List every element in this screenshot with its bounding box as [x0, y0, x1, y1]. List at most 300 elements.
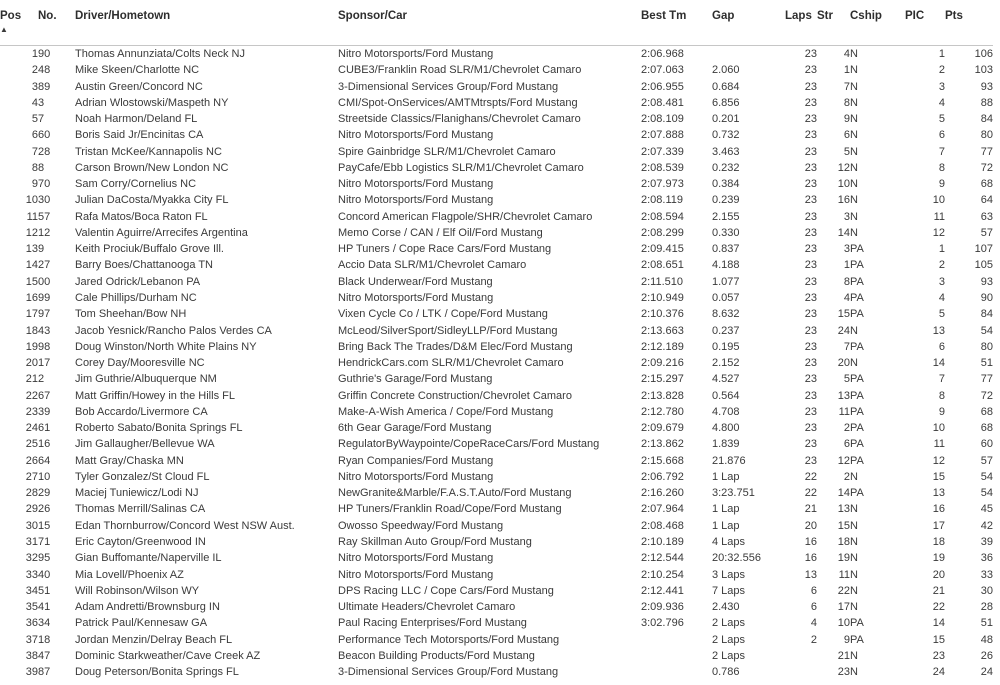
cell-pos: 36 — [25, 617, 38, 630]
cell-no: 12 — [38, 226, 51, 239]
cell-pic: 1 — [938, 243, 945, 256]
cell-no: 89 — [38, 80, 51, 93]
cell-no: 29 — [38, 487, 51, 500]
cell-str: 6 — [843, 438, 850, 451]
table-row[interactable] — [0, 323, 993, 339]
cell-str: 21 — [837, 649, 850, 662]
cell-str: 3 — [843, 210, 850, 223]
cell-laps: 23 — [804, 291, 817, 304]
cell-laps: 22 — [804, 487, 817, 500]
cell-str: 14 — [837, 226, 850, 239]
cell-no: 98 — [38, 340, 51, 353]
cell-best_tm: 2:08.651 — [641, 259, 684, 272]
cell-pts: 24 — [980, 666, 993, 679]
cell-pos: 3 — [31, 80, 38, 93]
cell-no: 71 — [38, 535, 51, 548]
cell-gap: 0.786 — [712, 666, 740, 679]
cell-str: 5 — [843, 373, 850, 386]
cell-str: 17 — [837, 601, 850, 614]
cell-best_tm: 2:09.679 — [641, 422, 684, 435]
table-row[interactable] — [0, 111, 993, 127]
table-row[interactable] — [0, 534, 993, 550]
cell-pic: 23 — [932, 649, 945, 662]
cell-pic: 5 — [938, 113, 945, 126]
table-row[interactable] — [0, 339, 993, 355]
cell-sponsor: CUBE3/Franklin Road SLR/M1/Chevrolet Camaro — [338, 64, 582, 77]
cell-driver: Adam Andretti/Brownsburg IN — [75, 601, 220, 614]
cell-pts: 106 — [974, 48, 993, 60]
cell-driver: Bob Accardo/Livermore CA — [75, 405, 208, 418]
cell-laps — [785, 664, 817, 680]
cell-laps: 23 — [804, 405, 817, 418]
cell-gap: 1.839 — [712, 438, 740, 451]
table-row[interactable] — [0, 469, 993, 485]
cell-laps: 22 — [804, 470, 817, 483]
cell-best_tm: 2:10.949 — [641, 291, 684, 304]
cell-pts: 77 — [980, 145, 993, 158]
table-row[interactable] — [0, 274, 993, 290]
cell-best_tm: 2:10.376 — [641, 308, 684, 321]
cell-no: 51 — [38, 584, 51, 597]
results-table-body — [0, 46, 993, 681]
table-row[interactable] — [0, 485, 993, 501]
cell-pos: 31 — [25, 535, 38, 548]
cell-pos: 28 — [25, 487, 38, 500]
table-row[interactable] — [0, 290, 993, 306]
table-row[interactable] — [0, 192, 993, 208]
cell-best_tm: 2:13.862 — [641, 438, 684, 451]
cell-pts: 36 — [980, 552, 993, 565]
cell-laps: 23 — [804, 80, 817, 93]
cell-laps: 16 — [804, 552, 817, 565]
cell-pos: 4 — [31, 96, 38, 109]
table-row[interactable] — [0, 648, 993, 664]
cell-sponsor: Accio Data SLR/M1/Chevrolet Camaro — [338, 259, 527, 272]
cell-pts: 57 — [980, 454, 993, 467]
cell-pts: 60 — [980, 438, 993, 451]
cell-pos: 34 — [25, 584, 38, 597]
cell-best_tm: 2:08.119 — [641, 194, 684, 207]
cell-pts: 39 — [980, 535, 993, 548]
cell-best_tm: 2:08.481 — [641, 96, 684, 109]
cell-pic: 21 — [932, 584, 945, 597]
cell-driver: Noah Harmon/Deland FL — [75, 113, 198, 126]
cell-str: 8 — [843, 96, 850, 109]
cell-no: 8 — [38, 161, 45, 174]
column-header-gap[interactable]: Gap — [712, 4, 785, 46]
cell-pic: 1 — [938, 48, 945, 60]
table-row[interactable] — [0, 79, 993, 95]
cell-sponsor: Nitro Motorsports/Ford Mustang — [338, 291, 494, 304]
cell-gap: 1 Lap — [712, 503, 740, 516]
cell-no: 2 — [38, 373, 45, 386]
cell-sponsor: Bring Back The Trades/D&M Elec/Ford Mustang — [338, 340, 573, 353]
cell-cship: N — [850, 161, 858, 174]
cell-pos: 37 — [25, 633, 38, 646]
column-header-pic[interactable]: PIC — [905, 4, 945, 46]
cell-pos: 6 — [31, 129, 38, 142]
cell-laps: 23 — [804, 161, 817, 174]
cell-best_tm: 2:08.539 — [641, 161, 684, 174]
cell-cship: N — [850, 129, 858, 142]
cell-pts: 68 — [980, 422, 993, 435]
cell-driver: Roberto Sabato/Bonita Springs FL — [75, 422, 243, 435]
cell-cship: N — [850, 470, 858, 483]
cell-laps — [785, 648, 817, 664]
cell-str: 12 — [837, 161, 850, 174]
table-row[interactable] — [0, 306, 993, 322]
cell-laps: 23 — [804, 64, 817, 77]
cell-cship: N — [850, 48, 858, 60]
results-table-header — [0, 4, 993, 46]
cell-laps: 23 — [804, 259, 817, 272]
cell-no: 57 — [38, 210, 51, 223]
cell-pts: 103 — [974, 64, 993, 77]
table-row[interactable] — [0, 420, 993, 436]
table-row[interactable] — [0, 388, 993, 404]
cell-gap: 1.077 — [712, 275, 740, 288]
cell-pos: 39 — [25, 666, 38, 679]
cell-gap: 2.060 — [712, 64, 740, 77]
cell-no: 67 — [38, 389, 51, 402]
cell-gap: 2.152 — [712, 357, 740, 370]
table-row[interactable] — [0, 632, 993, 648]
cell-pos: 19 — [25, 340, 38, 353]
cell-str: 16 — [837, 194, 850, 207]
cell-sponsor: Ray Skillman Auto Group/Ford Mustang — [338, 535, 532, 548]
cell-pts: 107 — [974, 243, 993, 256]
cell-cship: PA — [850, 438, 864, 451]
cell-pts: 90 — [980, 291, 993, 304]
table-row[interactable] — [0, 176, 993, 192]
cell-pos: 24 — [25, 422, 38, 435]
cell-best_tm: 2:09.216 — [641, 357, 684, 370]
cell-driver: Dominic Starkweather/Cave Creek AZ — [75, 649, 261, 662]
cell-driver: Doug Peterson/Bonita Springs FL — [75, 666, 239, 679]
cell-pts: 57 — [980, 226, 993, 239]
cell-best_tm — [641, 648, 712, 664]
cell-no: 70 — [38, 178, 51, 191]
cell-driver: Tristan McKee/Kannapolis NC — [75, 145, 222, 158]
cell-no: 15 — [38, 519, 51, 532]
cell-gap: 2 Laps — [712, 617, 746, 630]
table-row[interactable] — [0, 567, 993, 583]
cell-no: 34 — [38, 617, 51, 630]
cell-driver: Tom Sheehan/Bow NH — [75, 308, 187, 321]
column-header-str[interactable]: Str — [817, 4, 850, 46]
table-row[interactable] — [0, 583, 993, 599]
table-row[interactable] — [0, 144, 993, 160]
cell-best_tm: 2:06.955 — [641, 80, 684, 93]
cell-pts: 63 — [980, 210, 993, 223]
table-row[interactable] — [0, 95, 993, 111]
table-row[interactable] — [0, 404, 993, 420]
cell-str: 11 — [838, 405, 850, 418]
table-row[interactable] — [0, 501, 993, 517]
column-header-sponsor[interactable]: Sponsor/Car — [338, 4, 641, 46]
cell-str: 4 — [843, 48, 850, 60]
cell-sponsor: Nitro Motorsports/Ford Mustang — [338, 178, 494, 191]
cell-pos: 32 — [25, 552, 38, 565]
table-row[interactable] — [0, 46, 993, 63]
cell-gap: 4.800 — [712, 422, 740, 435]
cell-str: 4 — [843, 291, 850, 304]
cell-pic: 24 — [932, 666, 945, 679]
cell-no: 48 — [38, 64, 51, 77]
cell-laps: 23 — [804, 48, 817, 60]
cell-sponsor: Ultimate Headers/Chevrolet Camaro — [338, 601, 516, 614]
cell-driver: Matt Griffin/Howey in the Hills FL — [75, 389, 235, 402]
cell-pic: 22 — [932, 601, 945, 614]
cell-pic: 13 — [932, 487, 945, 500]
cell-pic: 8 — [938, 161, 945, 174]
cell-no: 30 — [38, 194, 51, 207]
table-row[interactable] — [0, 599, 993, 615]
cell-sponsor: Nitro Motorsports/Ford Mustang — [338, 48, 494, 60]
table-row[interactable] — [0, 518, 993, 534]
cell-cship: N — [850, 210, 858, 223]
cell-best_tm: 2:08.109 — [641, 113, 684, 126]
cell-best_tm: 2:09.415 — [641, 243, 684, 256]
cell-best_tm: 2:12.544 — [641, 552, 684, 565]
cell-laps: 23 — [804, 422, 817, 435]
cell-driver: Mia Lovell/Phoenix AZ — [75, 568, 184, 581]
cell-pos: 23 — [25, 405, 38, 418]
cell-sponsor: Beacon Building Products/Ford Mustang — [338, 649, 535, 662]
table-row[interactable] — [0, 257, 993, 273]
cell-pts: 51 — [980, 357, 993, 370]
cell-str: 7 — [843, 80, 850, 93]
column-header-cship[interactable]: Cship — [850, 4, 905, 46]
table-row[interactable] — [0, 436, 993, 452]
cell-str: 2 — [843, 422, 850, 435]
cell-pts: 84 — [980, 113, 993, 126]
cell-pic: 6 — [938, 340, 945, 353]
cell-no: 90 — [38, 48, 51, 60]
cell-no: 64 — [38, 454, 51, 467]
cell-laps: 23 — [804, 178, 817, 191]
cell-pos: 18 — [25, 324, 38, 337]
cell-driver: Julian DaCosta/Myakka City FL — [75, 194, 229, 207]
cell-sponsor: HendrickCars.com SLR/M1/Chevrolet Camaro — [338, 357, 564, 370]
cell-no: 97 — [38, 308, 51, 321]
cell-gap: 0.232 — [712, 161, 740, 174]
cell-best_tm: 2:07.063 — [641, 64, 684, 77]
cell-pos: 9 — [31, 178, 38, 191]
table-row[interactable] — [0, 209, 993, 225]
cell-sponsor: Concord American Flagpole/SHR/Chevrolet Camaro — [338, 210, 593, 223]
cell-cship: N — [850, 568, 858, 581]
cell-driver: Rafa Matos/Boca Raton FL — [75, 210, 208, 223]
cell-pts: 42 — [980, 519, 993, 532]
cell-pic: 15 — [932, 633, 945, 646]
cell-str: 2 — [843, 470, 850, 483]
cell-cship: N — [850, 96, 858, 109]
cell-gap: 0.564 — [712, 389, 740, 402]
cell-sponsor: Make-A-Wish America / Cope/Ford Mustang — [338, 405, 554, 418]
cell-driver: Thomas Merrill/Salinas CA — [75, 503, 206, 516]
cell-no: 95 — [38, 552, 51, 565]
cell-driver: Tyler Gonzalez/St Cloud FL — [75, 470, 210, 483]
cell-sponsor: Griffin Concrete Construction/Chevrolet Camaro — [338, 389, 572, 402]
cell-pts: 68 — [980, 405, 993, 418]
cell-pos: 11 — [26, 210, 38, 223]
table-row[interactable] — [0, 615, 993, 631]
cell-pos: 38 — [25, 649, 38, 662]
cell-no: 43 — [38, 324, 51, 337]
cell-best_tm: 2:10.189 — [641, 535, 684, 548]
cell-gap: 0.195 — [712, 340, 740, 353]
cell-gap: 3 Laps — [712, 568, 746, 581]
cell-laps: 23 — [804, 308, 817, 321]
table-row[interactable] — [0, 371, 993, 387]
cell-no: 99 — [38, 291, 51, 304]
cell-driver: Jacob Yesnick/Rancho Palos Verdes CA — [75, 324, 272, 337]
cell-pic: 14 — [932, 357, 945, 370]
cell-str: 13 — [837, 503, 850, 516]
column-header-pts[interactable]: Pts — [945, 4, 993, 46]
cell-pts: 30 — [980, 584, 993, 597]
cell-pos: 21 — [25, 373, 38, 386]
table-row[interactable] — [0, 127, 993, 143]
cell-sponsor: Paul Racing Enterprises/Ford Mustang — [338, 617, 527, 630]
cell-pts: 64 — [980, 194, 993, 207]
cell-str: 23 — [837, 666, 850, 679]
cell-pts: 54 — [980, 487, 993, 500]
table-row[interactable] — [0, 160, 993, 176]
column-header-laps[interactable]: Laps — [785, 4, 817, 46]
cell-pos: 5 — [31, 113, 38, 126]
column-header-pos[interactable] — [0, 4, 38, 46]
cell-pts: 93 — [980, 80, 993, 93]
cell-driver: Eric Cayton/Greenwood IN — [75, 535, 206, 548]
table-row[interactable] — [0, 664, 993, 680]
cell-gap: 4.527 — [712, 373, 740, 386]
cell-sponsor: NewGranite&Marble/F.A.S.T.Auto/Ford Mustang — [338, 487, 572, 500]
table-row[interactable] — [0, 550, 993, 566]
cell-pts: 93 — [980, 275, 993, 288]
cell-best_tm: 2:15.668 — [641, 454, 684, 467]
cell-driver: Boris Said Jr/Encinitas CA — [75, 129, 204, 142]
cell-best_tm — [641, 664, 712, 680]
column-header-no[interactable]: No. — [38, 4, 75, 46]
cell-driver: Valentin Aguirre/Arrecifes Argentina — [75, 226, 248, 239]
cell-cship: PA — [850, 243, 864, 256]
cell-sponsor: Nitro Motorsports/Ford Mustang — [338, 129, 494, 142]
cell-sponsor: PayCafe/Ebb Logistics SLR/M1/Chevrolet Camaro — [338, 161, 584, 174]
cell-pic: 3 — [938, 275, 945, 288]
cell-best_tm: 2:08.594 — [641, 210, 684, 223]
cell-pts: 26 — [980, 649, 993, 662]
cell-best_tm: 2:16.260 — [641, 487, 684, 500]
cell-best_tm: 2:07.888 — [641, 129, 684, 142]
cell-pic: 9 — [938, 405, 945, 418]
cell-gap: 0.384 — [712, 178, 740, 191]
table-row[interactable] — [0, 453, 993, 469]
cell-gap: 0.684 — [712, 80, 740, 93]
cell-no: 61 — [38, 422, 51, 435]
cell-pos: 26 — [25, 454, 38, 467]
cell-str: 5 — [843, 145, 850, 158]
cell-pos: 15 — [25, 275, 38, 288]
cell-str: 9 — [843, 113, 850, 126]
cell-cship: PA — [850, 487, 864, 500]
cell-pic: 4 — [938, 291, 945, 304]
cell-laps: 23 — [804, 324, 817, 337]
cell-no: 9 — [38, 243, 45, 256]
cell-cship: PA — [850, 259, 864, 272]
cell-gap: 4 Laps — [712, 535, 746, 548]
cell-pos: 20 — [25, 357, 38, 370]
cell-cship: N — [850, 226, 858, 239]
cell-sponsor: Nitro Motorsports/Ford Mustang — [338, 568, 494, 581]
cell-cship: N — [850, 519, 858, 532]
cell-no: 40 — [38, 568, 51, 581]
cell-best_tm: 2:12.441 — [641, 584, 684, 597]
cell-cship: N — [850, 113, 858, 126]
table-row[interactable] — [0, 62, 993, 78]
cell-best_tm: 2:07.339 — [641, 145, 684, 158]
cell-sponsor: CMI/Spot-OnServices/AMTMtrspts/Ford Mustang — [338, 96, 578, 109]
cell-pic: 18 — [932, 535, 945, 548]
cell-pos: 10 — [25, 194, 38, 207]
cell-cship: N — [850, 535, 858, 548]
cell-no: 16 — [38, 438, 51, 451]
cell-cship: PA — [850, 422, 864, 435]
cell-no: 60 — [38, 129, 51, 142]
cell-driver: Jim Gallaugher/Bellevue WA — [75, 438, 215, 451]
cell-sponsor: HP Tuners / Cope Race Cars/Ford Mustang — [338, 243, 552, 256]
cell-no: 10 — [38, 470, 51, 483]
cell-sponsor: Guthrie's Garage/Ford Mustang — [338, 373, 493, 386]
cell-laps: 23 — [804, 226, 817, 239]
cell-driver: Jim Guthrie/Albuquerque NM — [75, 373, 217, 386]
cell-gap: 20:32.556 — [712, 552, 761, 565]
cell-str: 8 — [843, 275, 850, 288]
cell-gap: 3:23.751 — [712, 487, 755, 500]
column-header-driver[interactable]: Driver/Hometown — [75, 4, 338, 46]
table-row[interactable] — [0, 355, 993, 371]
cell-driver: Jordan Menzin/Delray Beach FL — [75, 633, 233, 646]
cell-laps: 23 — [804, 96, 817, 109]
cell-pic: 10 — [932, 422, 945, 435]
cell-driver: Patrick Paul/Kennesaw GA — [75, 617, 208, 630]
cell-pic: 16 — [932, 503, 945, 516]
cell-cship: PA — [850, 405, 864, 418]
sort-ascending-icon: ▲ — [0, 25, 8, 34]
column-header-best_tm[interactable]: Best Tm — [641, 4, 712, 46]
cell-gap: 0.837 — [712, 243, 740, 256]
cell-pts: 48 — [980, 633, 993, 646]
cell-no: 18 — [38, 633, 51, 646]
cell-laps: 23 — [804, 357, 817, 370]
cell-driver: Gian Buffomante/Naperville IL — [75, 552, 222, 565]
cell-driver: Edan Thornburrow/Concord West NSW Aust. — [75, 519, 295, 532]
cell-pic: 11 — [933, 210, 945, 223]
cell-laps: 4 — [810, 617, 817, 630]
cell-pos: 33 — [25, 568, 38, 581]
cell-gap: 1 Lap — [712, 470, 740, 483]
cell-gap: 1 Lap — [712, 519, 740, 532]
cell-str: 3 — [843, 243, 850, 256]
table-row[interactable] — [0, 241, 993, 257]
cell-no: 41 — [38, 601, 51, 614]
cell-driver: Sam Corry/Cornelius NC — [75, 178, 197, 191]
cell-pos: 35 — [25, 601, 38, 614]
cell-sponsor: Performance Tech Motorsports/Ford Mustang — [338, 633, 560, 646]
table-row[interactable] — [0, 225, 993, 241]
cell-best_tm — [641, 632, 712, 648]
